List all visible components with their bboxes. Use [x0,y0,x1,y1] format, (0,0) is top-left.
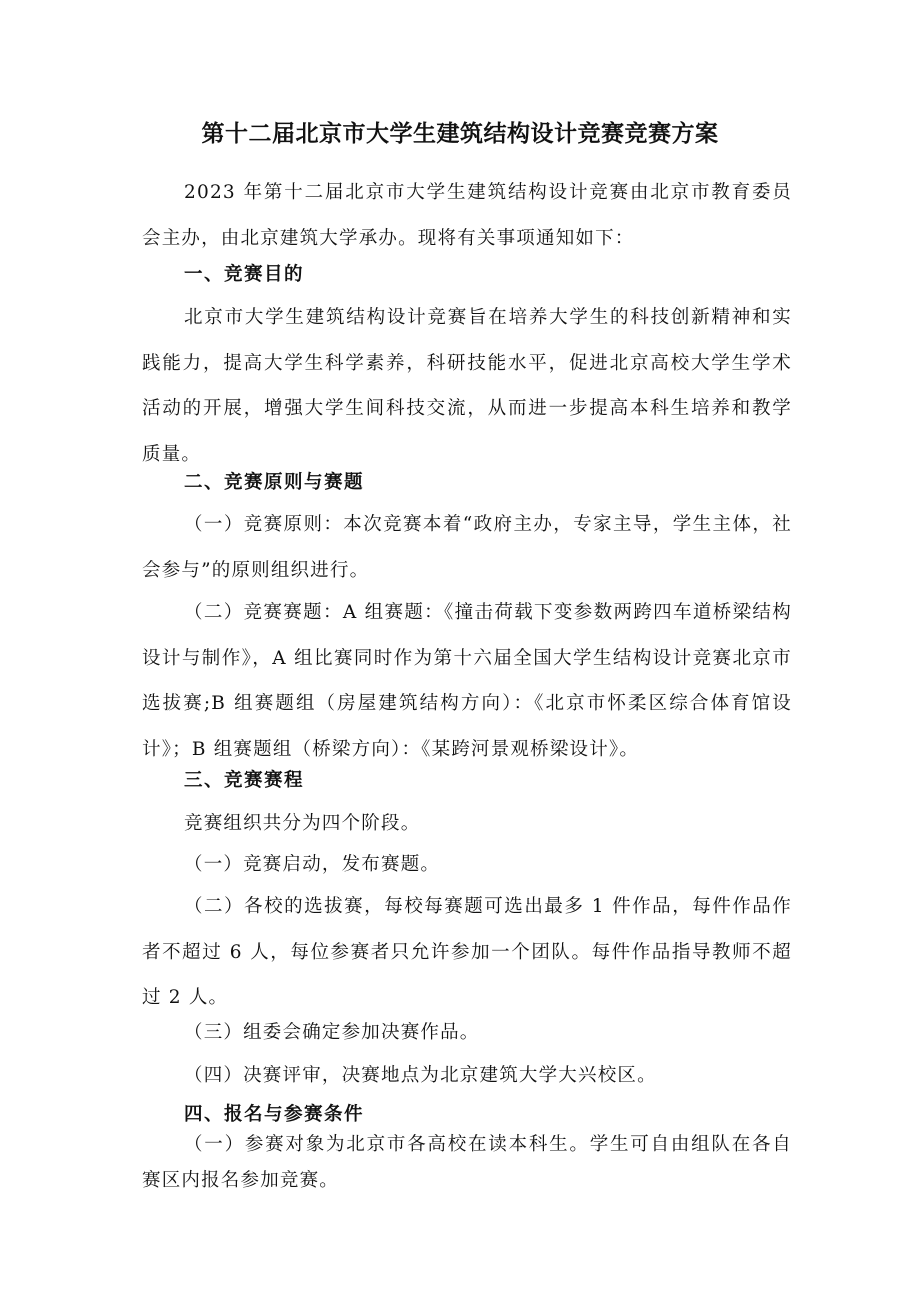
section-4-item-1: （一）参赛对象为北京市各高校在读本科生。学生可自由组队在各自赛区内报名参加竞赛。 [142,1134,792,1191]
section-3-stage-1: （一）竞赛启动，发布赛题。 [184,854,441,875]
section-3-heading: 三、竞赛赛程 [184,770,305,791]
section-2-item-2: （二）竞赛赛题：A 组赛题：《撞击荷载下变参数两跨四车道桥梁结构设计与制作》，A 组比赛同时作为第十六届全国大学生结构设计竞赛北京市选拔赛;B 组赛题组（房屋建筑结构方向）：《北京市怀柔区综合体育馆设计》；B 组赛题组（桥梁方向）：《某跨河景观桥梁设计》。 [142,602,792,760]
section-4-heading: 四、报名与参赛条件 [184,1104,365,1125]
section-2-heading: 二、竞赛原则与赛题 [184,472,365,493]
section-3-lead: 竞赛组织共分为四个阶段。 [184,813,421,834]
section-1-heading: 一、竞赛目的 [184,264,305,285]
section-3-stage-2: （二）各校的选拔赛，每校每赛题可选出最多 1 件作品，每件作品作者不超过 6 人，每位参赛者只允许参加一个团队。每件作品指导教师不超过 2 人。 [142,896,792,1008]
section-3-stage-4: （四）决赛评审，决赛地点为北京建筑大学大兴校区。 [184,1065,657,1086]
section-1-body: 北京市大学生建筑结构设计竞赛旨在培养大学生的科技创新精神和实践能力，提高大学生科学素养，科研技能水平，促进北京高校大学生学术活动的开展，增强大学生间科技交流，从而进一步提高本科生培养和教学质量。 [142,307,792,465]
section-3-stage-3: （三）组委会确定参加决赛作品。 [184,1022,480,1043]
section-2-item-1: （一）竞赛原则：本次竞赛本着“政府主办，专家主导，学生主体，社会参与”的原则组织进行。 [142,514,792,581]
document-title: 第十二届北京市大学生建筑结构设计竞赛竞赛方案 [201,121,719,147]
intro-paragraph: 2023 年第十二届北京市大学生建筑结构设计竞赛由北京市教育委员会主办，由北京建筑大学承办。现将有关事项通知如下： [142,182,792,249]
